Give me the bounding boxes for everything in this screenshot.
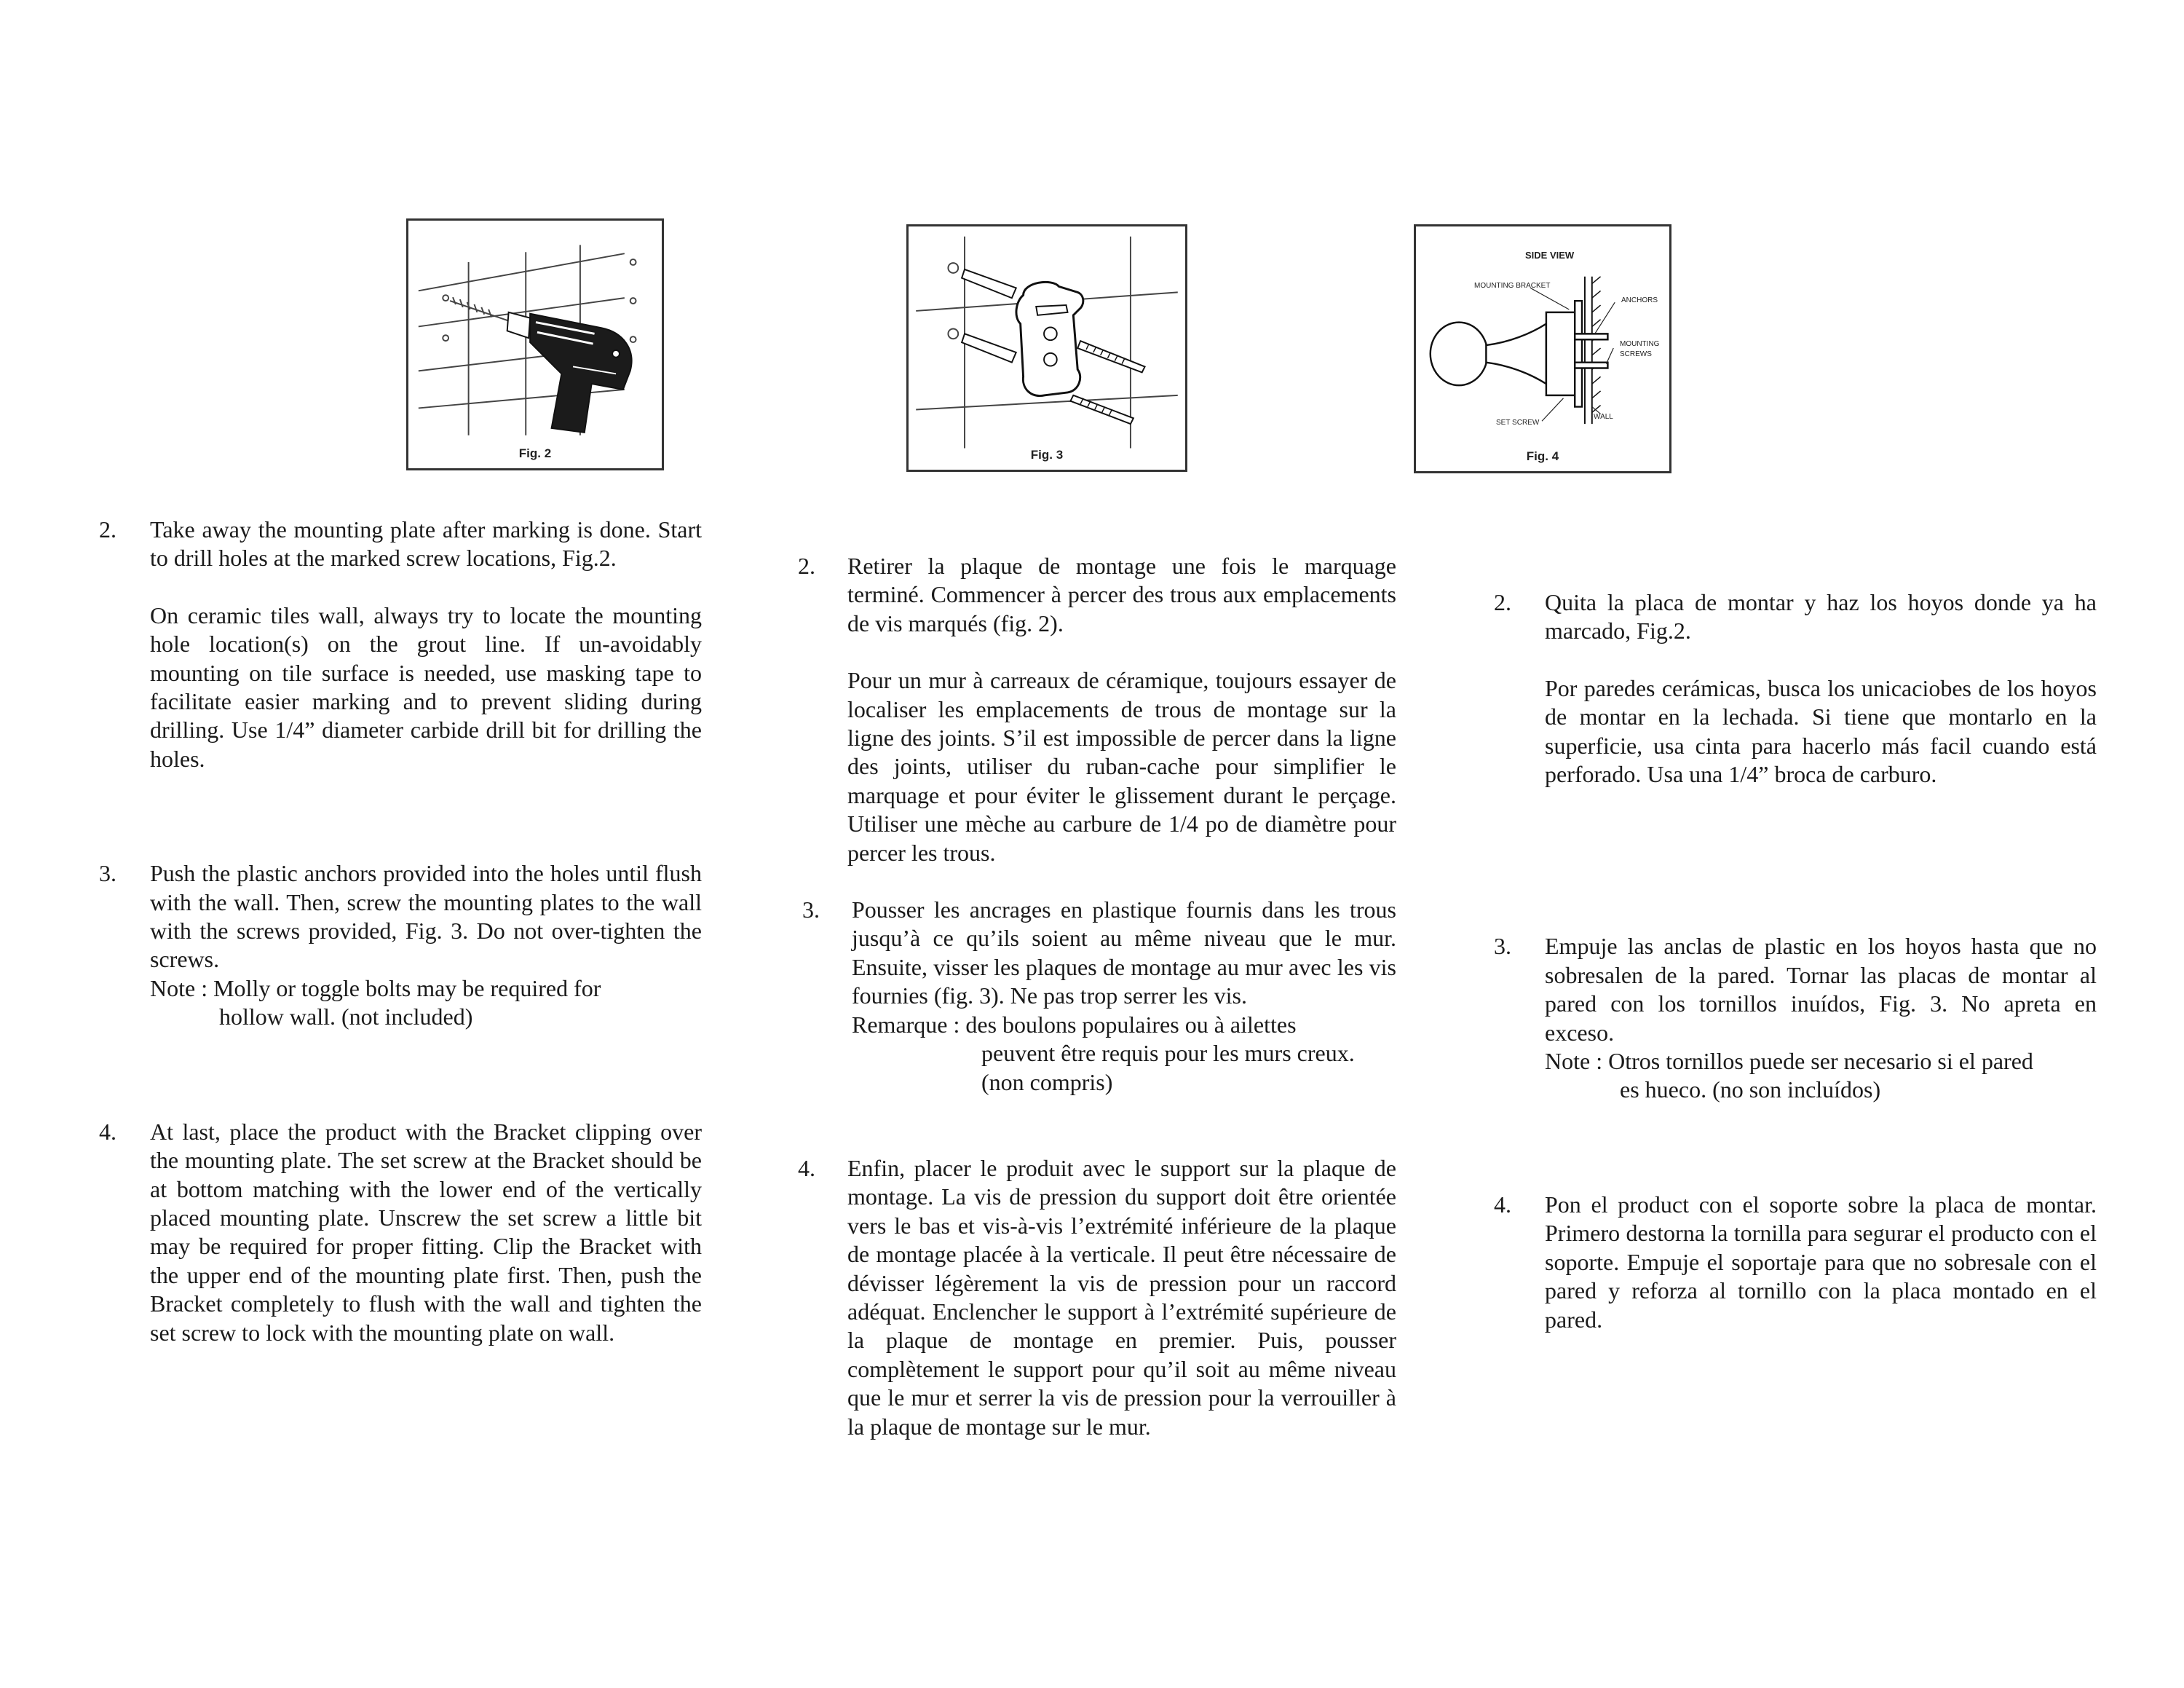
es-step-2-tips: Por paredes cerámicas, busca los unicaciobes de los hoyos de montar en la lechada. Si tiene que montarlo en la superficie, usa cinta para hacerlo más facil cuando está perforado. Usa una 1/4” broca de carburo. — [1545, 674, 2097, 788]
figure-3-caption: Fig. 3 — [1030, 448, 1064, 462]
en-step-2-tips: On ceramic tiles wall, always try to locate the mounting hole location(s) on the grout line. If un-avoidably mounting on tile surface is needed, use masking tape to facilitate easier marking and to prevent sliding during drilling. Use 1/4” diameter carbide drill bit for drilling the holes. — [150, 602, 702, 772]
en-step-3 — [99, 859, 702, 1031]
es-step-2 — [1494, 588, 2097, 789]
figure-2 — [406, 218, 664, 470]
step-number: 2. — [99, 516, 116, 543]
step-number: 2. — [1494, 589, 1511, 615]
en-step-3-note: Note : Molly or toggle bolts may be required for — [150, 974, 601, 1001]
es-step-4-text: Pon el product con el soporte sobre la placa de montar. Primero destorna la tornilla para segurar el producto con el soporte. Empuje el soportaje para que no sobresale con el pared y reforza al tornillo con la placa montado en el pared. — [1545, 1191, 2097, 1333]
fr-step-3-note-end: (non compris) — [981, 1068, 1113, 1095]
fr-step-4-text: Enfin, placer le produit avec le support sur la plaque de montage. La vis de pression du support doit être orientée vers le bas et vis-à-vis l’extrémité inférieure de la plaque de montage placée à la verticale. Il peut être nécessaire de dévisser légèrement la vis de pression pour un raccord adéquat. Enclencher le support à l’extrémité supérieure de la plaque de montage en premier. Puis, pousser complètement le support pour qu’il soit au même niveau que le mur et serrer la vis de pression pour la verrouiller à la plaque de montage sur le mur. — [847, 1154, 1396, 1440]
step-number: 4. — [1494, 1191, 1511, 1218]
es-step-2-text: Quita la placa de montar y haz los hoyos donde ya ha marcado, Fig.2. — [1545, 589, 2097, 644]
drill-illustration — [408, 221, 662, 468]
en-step-4-text: At last, place the product with the Bracket clipping over the mounting plate. The set screw at the Bracket should be at bottom matching with the lower end of the vertically placed mounting plate. Unscrew the set screw a little bit may be required for proper fitting. Clip the Bracket with the upper end of the mounting plate first. Then, push the Bracket completely to flush with the wall and tighten the set screw to lock with the mounting plate on wall. — [150, 1118, 702, 1346]
step-number: 4. — [99, 1118, 116, 1145]
label-set-screw: SET SCREW — [1496, 419, 1540, 427]
en-step-2 — [99, 516, 702, 773]
fr-step-3-text: Pousser les ancrages en plastique fournis dans les trous jusqu’à ce qu’ils soient au même niveau que le mur. Ensuite, visser les plaques de montage au mur avec les vis fournies (fig. 3). Ne pas trop serrer les vis. — [852, 896, 1396, 1009]
label-wall: WALL — [1594, 413, 1613, 421]
es-step-4 — [1494, 1191, 2097, 1334]
es-step-3-note: Note : Otros tornillos puede ser necesario si el pared — [1545, 1048, 2033, 1075]
en-step-3-text: Push the plastic anchors provided into the holes until flush with the wall. Then, screw the mounting plates to the wall with the screws provided, Fig. 3. Do not over-tighten the screws. — [150, 860, 702, 973]
english-column — [99, 516, 702, 1347]
figure-4-title: SIDE VIEW — [1525, 250, 1575, 261]
figure-3 — [906, 224, 1187, 472]
en-step-4 — [99, 1118, 702, 1347]
es-step-3-note-cont: es hueco. (no son incluídos) — [1620, 1076, 1881, 1103]
step-number: 3. — [802, 896, 820, 923]
label-mounting-bracket: MOUNTING BRACKET — [1474, 282, 1551, 290]
anchors-plate-illustration — [909, 226, 1185, 470]
fr-step-2-tips: Pour un mur à carreaux de céramique, toujours essayer de localiser les emplacements de trous de montage sur la ligne des joints. S’il est impossible de percer dans la ligne des joints, utiliser du ruban-cache pour simplifier le marquage et pour éviter le glissement durant le perçage. Utiliser une mèche au carbure de 1/4 po de diamètre pour percer les trous. — [847, 667, 1396, 866]
fr-step-2 — [798, 552, 1396, 867]
es-step-3 — [1494, 932, 2097, 1104]
fr-step-4 — [798, 1154, 1396, 1441]
step-number: 3. — [99, 860, 116, 887]
figure-4 — [1414, 224, 1671, 473]
step-number: 4. — [798, 1154, 815, 1181]
fr-step-3-note: Remarque : des boulons populaires ou à ailettes — [852, 1011, 1297, 1038]
spanish-column — [1494, 588, 2097, 1334]
step-number: 2. — [798, 553, 815, 579]
fr-step-3 — [798, 896, 1396, 1097]
label-screws: SCREWS — [1620, 350, 1652, 358]
en-step-2-text: Take away the mounting plate after marking is done. Start to drill holes at the marked screw locations, Fig.2. — [150, 516, 702, 572]
figure-4-caption: Fig. 4 — [1526, 449, 1559, 463]
step-number: 3. — [1494, 933, 1511, 960]
fr-step-3-note-cont: peuvent être requis pour les murs creux. — [981, 1040, 1355, 1067]
fr-step-2-text: Retirer la plaque de montage une fois le marquage terminé. Commencer à percer des trous aux emplacements de vis marqués (fig. 2). — [847, 553, 1396, 636]
es-step-3-text: Empuje las anclas de plastic en los hoyos hasta que no sobresalen de la pared. Tornar las placas de montar al pared con los tornillos inuídos, Fig. 3. No apreta en exceso. — [1545, 933, 2097, 1046]
en-step-3-note-cont: hollow wall. (not included) — [219, 1003, 473, 1030]
label-mounting: MOUNTING — [1620, 340, 1660, 348]
side-view-illustration — [1416, 226, 1669, 471]
figure-2-caption: Fig. 2 — [518, 446, 552, 460]
french-column — [798, 552, 1396, 1441]
label-anchors: ANCHORS — [1621, 296, 1658, 304]
